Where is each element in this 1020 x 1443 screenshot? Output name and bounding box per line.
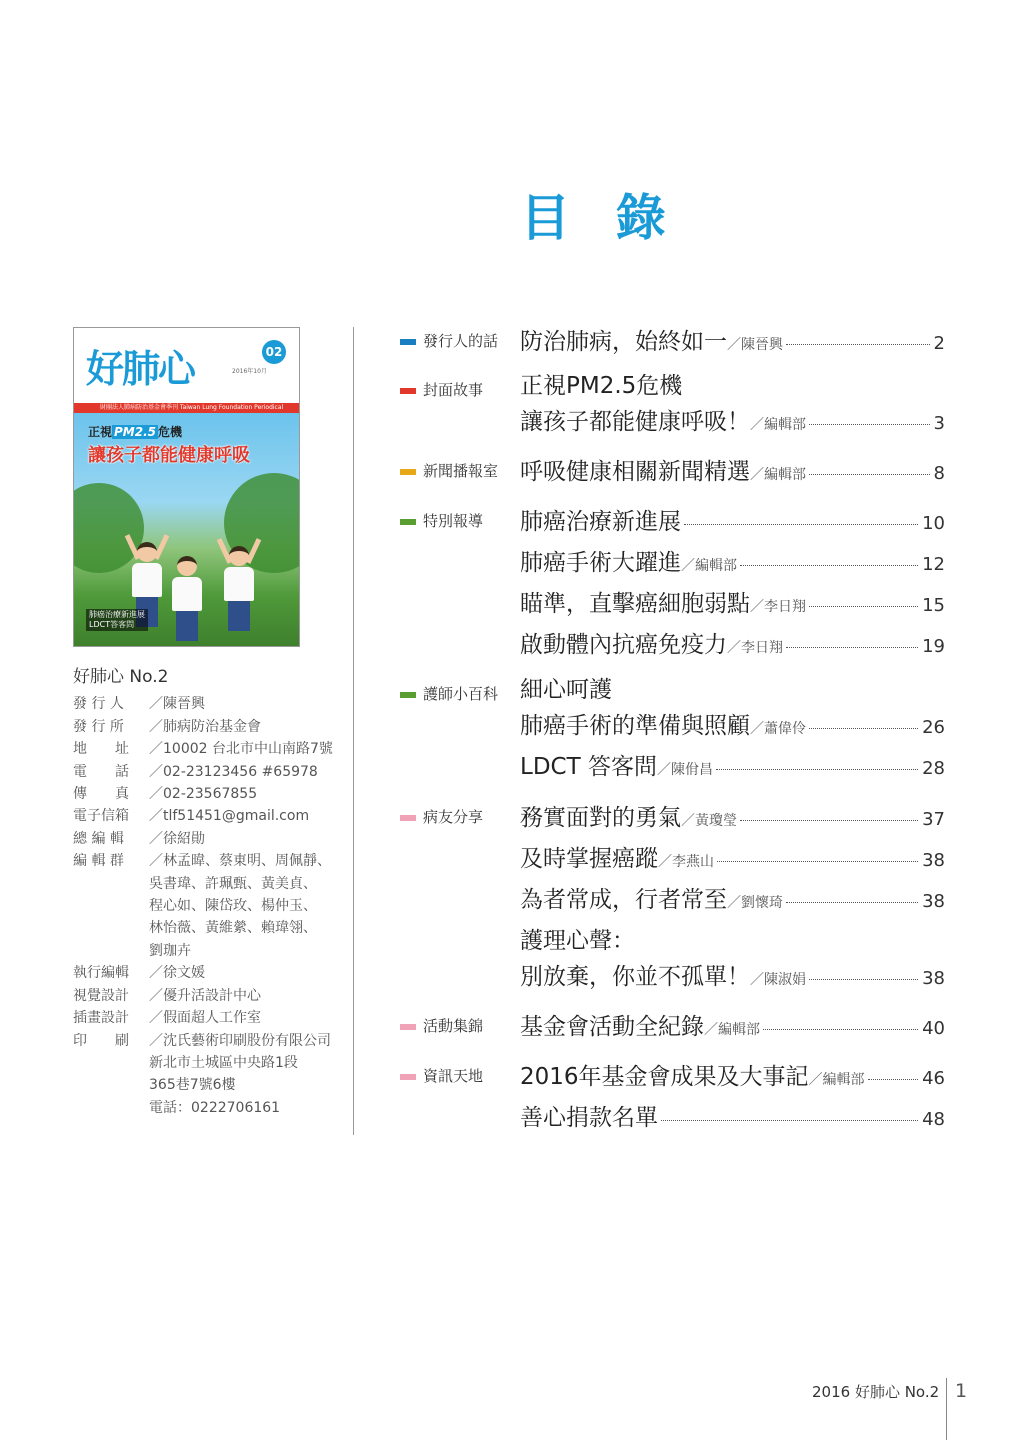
table-of-contents <box>400 322 945 1139</box>
toc-entry[interactable] <box>520 371 945 443</box>
toc-entry-page: 19 <box>922 636 945 657</box>
colophon-value: ／徐文媛 <box>149 965 205 982</box>
toc-entry-title: 肺癌手術的準備與照顧 <box>520 713 750 739</box>
toc-section-name: 發行人的話 <box>423 332 499 350</box>
toc-section-label <box>400 510 483 531</box>
toc-section-name: 護師小百科 <box>423 685 499 703</box>
toc-entry-title: LDCT 答客問 <box>520 754 657 780</box>
colophon-row <box>73 805 333 827</box>
toc-dot-leader <box>809 423 930 425</box>
toc-dot-leader <box>868 1078 919 1080</box>
toc-entry-author: ／編輯部 <box>750 417 806 433</box>
toc-entry-author: ／陳佾昌 <box>656 762 713 778</box>
toc-entry-author: ／編輯部 <box>750 467 806 483</box>
toc-entry-page: 38 <box>922 891 945 912</box>
toc-dot-leader <box>786 646 918 648</box>
child-figure <box>172 556 202 641</box>
child-body <box>224 567 254 601</box>
toc-entry-title: 基金會活動全紀錄 <box>520 1014 704 1040</box>
toc-section <box>400 452 945 493</box>
toc-section <box>400 371 945 443</box>
toc-entry-line <box>520 1057 945 1098</box>
toc-dot-leader <box>740 564 918 566</box>
toc-entry-line <box>520 798 945 839</box>
toc-section-label <box>400 1065 483 1086</box>
colophon-continuation: 新北市土城區中央路1段 <box>149 1054 298 1071</box>
toc-entry-author: ／劉懷琦 <box>727 895 783 911</box>
colophon-value: ／02-23123456 #65978 <box>149 763 318 780</box>
toc-section <box>400 1007 945 1048</box>
toc-entry-author: ／李燕山 <box>658 854 714 870</box>
toc-section-label <box>400 460 498 481</box>
toc-entry-page: 40 <box>922 1018 945 1039</box>
colophon-value: ／02-23567855 <box>149 786 258 803</box>
colophon-value: ／徐紹勛 <box>149 830 205 847</box>
toc-section-name: 特別報導 <box>423 512 484 530</box>
toc-entry-line <box>520 706 945 747</box>
colophon-label: 印 刷 <box>73 1032 129 1049</box>
colophon-row <box>73 738 333 760</box>
section-color-marker <box>400 339 416 345</box>
colophon-label: 地 址 <box>73 741 129 758</box>
toc-entry-title: 瞄準，直擊癌細胞弱點 <box>520 591 750 617</box>
colophon-row <box>73 761 333 783</box>
footer-issue: 2016 好肺心 No.2 <box>812 1383 940 1401</box>
section-color-marker <box>400 1024 416 1030</box>
toc-entry-title: 為者常成，行者常至 <box>520 887 727 913</box>
toc-entry-line <box>520 625 945 666</box>
toc-dot-leader <box>684 523 918 525</box>
toc-dot-leader <box>786 901 918 903</box>
toc-entry[interactable] <box>520 502 945 543</box>
colophon-continuation: 電話：0222706161 <box>149 1099 281 1116</box>
toc-section <box>400 798 945 998</box>
toc-entry-title: 呼吸健康相關新聞精選 <box>520 459 750 485</box>
toc-entry-line <box>520 322 945 363</box>
toc-entry[interactable] <box>520 322 945 363</box>
toc-section-label <box>400 379 483 400</box>
cover-logo: 好肺心 <box>86 347 195 391</box>
toc-entry-title: 啟動體內抗癌免疫力 <box>520 632 727 658</box>
toc-entry-author: ／編輯部 <box>808 1072 865 1088</box>
toc-entry-page: 8 <box>933 463 945 484</box>
toc-entry-title: 讓孩子都能健康呼吸！ <box>520 409 750 435</box>
child-body <box>132 563 162 597</box>
colophon-label: 傳 真 <box>73 786 129 803</box>
child-legs <box>176 611 198 641</box>
colophon-row <box>73 783 333 805</box>
cover-subheadline-prefix: 正視 <box>88 425 113 439</box>
colophon-row <box>73 850 333 872</box>
toc-entry-title: 別放棄，你並不孤單！ <box>520 964 750 990</box>
toc-entry-line <box>520 839 945 880</box>
toc-section-label <box>400 1015 483 1036</box>
toc-section <box>400 675 945 788</box>
colophon-continuation: 程心如、陳岱玫、楊仲玉、 <box>149 898 317 915</box>
section-color-marker <box>400 388 416 394</box>
colophon-label: 執行編輯 <box>73 965 129 982</box>
toc-entry-page: 3 <box>933 413 945 434</box>
toc-entry-author: ／李日翔 <box>727 640 783 656</box>
colophon-label: 視覺設計 <box>73 987 129 1004</box>
colophon-label: 發 行 所 <box>73 718 124 735</box>
toc-section <box>400 1057 945 1139</box>
colophon-row <box>73 962 333 984</box>
colophon-value: ／10002 台北市中山南路7號 <box>149 741 333 758</box>
toc-entry-line <box>520 543 945 584</box>
toc-entry-line <box>520 584 945 625</box>
toc-section <box>400 502 945 666</box>
toc-section-name: 新聞播報室 <box>423 462 499 480</box>
colophon-continuation: 365巷7號6樓 <box>149 1077 236 1094</box>
toc-dot-leader <box>763 1028 918 1030</box>
colophon-label: 編 輯 群 <box>73 853 124 870</box>
colophon-row <box>73 985 333 1007</box>
child-body <box>172 577 202 611</box>
colophon-continuation: 吳書瑋、許珮甄、黃美貞、 <box>149 875 317 892</box>
toc-entry[interactable] <box>520 625 945 666</box>
toc-section <box>400 322 945 363</box>
colophon-value: ／假面超人工作室 <box>149 1010 261 1027</box>
cover-issue-date: 2016年10月 <box>232 368 267 375</box>
section-color-marker <box>400 519 416 525</box>
colophon-value: ／肺病防治基金會 <box>149 718 261 735</box>
toc-section-name: 封面故事 <box>423 381 484 399</box>
toc-entry-line <box>520 957 945 998</box>
toc-entry[interactable] <box>520 839 945 880</box>
toc-entry[interactable] <box>520 543 945 584</box>
colophon-value: ／林孟暐、蔡東明、周佩靜、 <box>149 853 331 870</box>
toc-entry-author: ／李日翔 <box>750 599 806 615</box>
cover-header <box>74 328 299 403</box>
toc-entry-page: 10 <box>922 513 945 534</box>
colophon-row <box>73 1007 333 1029</box>
colophon-label: 插畫設計 <box>73 1010 129 1027</box>
toc-entry-page: 38 <box>922 968 945 989</box>
toc-entry-page: 38 <box>922 850 945 871</box>
toc-entry-title: 肺癌手術大躍進 <box>520 550 681 576</box>
toc-entry-pretitle: 正視PM2.5危機 <box>520 373 683 399</box>
toc-entry-line <box>520 747 945 788</box>
toc-entry-pretitle: 護理心聲： <box>520 928 635 954</box>
toc-entry-line <box>520 452 945 493</box>
cover-subheadline-suffix: 危機 <box>158 425 183 439</box>
toc-entry[interactable] <box>520 747 945 788</box>
toc-entry-author: ／蕭偉伶 <box>750 721 806 737</box>
toc-entry-title: 務實面對的勇氣 <box>520 805 681 831</box>
toc-entry-page: 37 <box>922 809 945 830</box>
footer-page-number: 1 <box>955 1380 968 1402</box>
magazine-cover-image <box>73 327 300 647</box>
toc-entry-line <box>520 1098 945 1139</box>
toc-entry[interactable] <box>520 1007 945 1048</box>
toc-dot-leader <box>809 978 918 980</box>
toc-entry-page: 28 <box>922 758 945 779</box>
toc-dot-leader <box>786 343 930 345</box>
toc-dot-leader <box>740 819 918 821</box>
toc-section-label <box>400 330 498 351</box>
toc-entry-page: 48 <box>922 1109 945 1130</box>
colophon-value: ／陳晉興 <box>149 696 205 713</box>
colophon-row <box>73 1030 333 1052</box>
colophon <box>73 666 333 1119</box>
colophon-row <box>73 716 333 738</box>
toc-dot-leader <box>809 727 918 729</box>
toc-entry-line <box>520 502 945 543</box>
child-head <box>229 546 249 566</box>
toc-entry[interactable] <box>520 798 945 839</box>
toc-section-name: 活動集錦 <box>423 1017 484 1035</box>
colophon-row <box>73 693 333 715</box>
toc-section-label <box>400 806 483 827</box>
colophon-value: ／優升活設計中心 <box>149 987 261 1004</box>
cover-tag-line: 肺癌治療新進展 <box>89 610 145 619</box>
colophon-value: ／沈氏藝術印刷股份有限公司 <box>149 1032 331 1049</box>
footer-divider <box>946 1378 947 1440</box>
toc-section-label <box>400 683 498 704</box>
toc-entry-page: 12 <box>922 554 945 575</box>
cover-tag <box>86 609 148 631</box>
toc-entry-pretitle: 細心呵護 <box>520 677 612 703</box>
cover-tag-line: LDCT答客問 <box>89 620 135 629</box>
colophon-magazine-title: 好肺心 No.2 <box>73 667 169 687</box>
section-color-marker <box>400 469 416 475</box>
cover-subheadline-highlight: PM2.5 <box>114 425 157 439</box>
cover-headline: 讓孩子都能健康呼吸 <box>88 445 250 466</box>
toc-entry[interactable] <box>520 880 945 921</box>
toc-section-name: 資訊天地 <box>423 1067 484 1085</box>
toc-entry-author: ／編輯部 <box>681 558 737 574</box>
toc-entry[interactable] <box>520 584 945 625</box>
toc-dot-leader <box>716 768 918 770</box>
colophon-value: ／tlf51451@gmail.com <box>149 808 310 825</box>
toc-entry-title: 2016年基金會成果及大事記 <box>520 1064 809 1090</box>
toc-dot-leader <box>717 860 918 862</box>
cover-issue-badge: 02 <box>262 340 286 364</box>
toc-entry-page: 46 <box>922 1068 945 1089</box>
toc-entry-page: 2 <box>933 333 945 354</box>
toc-entry-title: 肺癌治療新進展 <box>520 509 681 535</box>
toc-entry-line <box>520 402 945 443</box>
colophon-continuation: 劉珈卉 <box>149 942 191 959</box>
colophon-label: 電 話 <box>73 763 129 780</box>
child-head <box>177 556 197 576</box>
section-color-marker <box>400 815 416 821</box>
toc-dot-leader <box>809 473 930 475</box>
toc-entry-line <box>520 1007 945 1048</box>
toc-entry[interactable] <box>520 926 945 998</box>
colophon-label: 電子信箱 <box>73 808 129 825</box>
child-legs <box>228 601 250 631</box>
toc-dot-leader <box>809 605 918 607</box>
toc-entry-author: ／編輯部 <box>704 1022 760 1038</box>
cover-band: 財團法人肺病防治基金會季刊 Taiwan Lung Foundation Periodical <box>74 403 299 413</box>
colophon-continuation: 林怡薇、黃維縈、賴瑋翎、 <box>149 920 317 937</box>
page-title: 目 錄 <box>520 189 680 247</box>
child-head <box>137 542 157 562</box>
toc-section-name: 病友分享 <box>423 808 484 826</box>
child-figure <box>224 546 254 631</box>
toc-entry[interactable] <box>520 1098 945 1139</box>
colophon-row <box>73 828 333 850</box>
toc-entry-line <box>520 880 945 921</box>
toc-dot-leader <box>661 1119 918 1121</box>
toc-entry-author: ／陳晉興 <box>727 337 783 353</box>
toc-entry-title: 及時掌握癌蹤 <box>520 846 658 872</box>
cover-photo <box>74 413 299 647</box>
cover-subheadline <box>88 423 182 440</box>
column-divider <box>353 327 354 1135</box>
toc-entry-author: ／黃瓊瑩 <box>681 813 737 829</box>
toc-entry[interactable] <box>520 1057 945 1098</box>
toc-entry-title: 防治肺病，始終如一 <box>520 329 727 355</box>
toc-entry-author: ／陳淑娟 <box>750 972 806 988</box>
toc-entry[interactable] <box>520 675 945 747</box>
colophon-label: 發 行 人 <box>73 696 124 713</box>
section-color-marker <box>400 692 416 698</box>
section-color-marker <box>400 1074 416 1080</box>
toc-entry-title: 善心捐款名單 <box>520 1105 658 1131</box>
toc-entry-page: 26 <box>922 717 945 738</box>
colophon-label: 總 編 輯 <box>73 830 124 847</box>
toc-entry-page: 15 <box>922 595 945 616</box>
toc-entry[interactable] <box>520 452 945 493</box>
